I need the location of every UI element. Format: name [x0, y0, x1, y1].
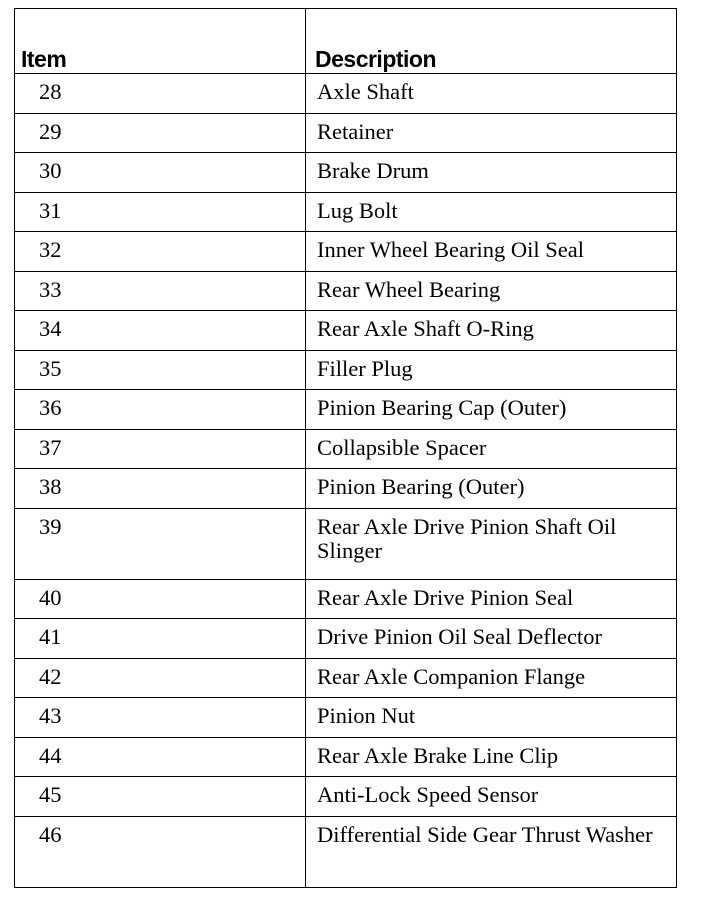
description-cell: Differential Side Gear Thrust Washer — [306, 816, 677, 887]
description-cell: Filler Plug — [306, 350, 677, 390]
description-cell: Rear Axle Drive Pinion Seal — [306, 579, 677, 619]
description-cell: Brake Drum — [306, 153, 677, 193]
item-number-cell: 39 — [15, 508, 306, 579]
description-cell: Pinion Bearing (Outer) — [306, 469, 677, 509]
item-number-cell: 37 — [15, 429, 306, 469]
item-number-cell: 31 — [15, 192, 306, 232]
parts-table — [14, 8, 677, 888]
table-row — [15, 777, 677, 817]
item-number-cell: 45 — [15, 777, 306, 817]
description-cell: Rear Axle Shaft O-Ring — [306, 311, 677, 351]
table-row — [15, 350, 677, 390]
item-number-cell: 41 — [15, 619, 306, 659]
description-cell: Axle Shaft — [306, 74, 677, 114]
item-number-cell: 32 — [15, 232, 306, 272]
table-row — [15, 508, 677, 579]
description-cell: Pinion Bearing Cap (Outer) — [306, 390, 677, 430]
item-column-header: Item — [15, 9, 306, 74]
description-column-header: Description — [306, 9, 677, 74]
description-cell: Retainer — [306, 113, 677, 153]
item-number-cell: 40 — [15, 579, 306, 619]
description-cell: Rear Axle Brake Line Clip — [306, 737, 677, 777]
description-cell: Rear Axle Companion Flange — [306, 658, 677, 698]
description-cell: Rear Wheel Bearing — [306, 271, 677, 311]
table-row — [15, 816, 677, 887]
table-row — [15, 737, 677, 777]
item-number-cell: 46 — [15, 816, 306, 887]
description-cell: Collapsible Spacer — [306, 429, 677, 469]
item-number-cell: 29 — [15, 113, 306, 153]
item-number-cell: 30 — [15, 153, 306, 193]
table-row — [15, 192, 677, 232]
item-number-cell: 35 — [15, 350, 306, 390]
table-row — [15, 113, 677, 153]
item-number-cell: 44 — [15, 737, 306, 777]
description-cell: Lug Bolt — [306, 192, 677, 232]
table-row — [15, 390, 677, 430]
table-row — [15, 698, 677, 738]
item-number-cell: 34 — [15, 311, 306, 351]
table-row — [15, 619, 677, 659]
item-number-cell: 36 — [15, 390, 306, 430]
table-row — [15, 579, 677, 619]
item-number-cell: 28 — [15, 74, 306, 114]
item-number-cell: 33 — [15, 271, 306, 311]
description-cell: Anti-Lock Speed Sensor — [306, 777, 677, 817]
table-row — [15, 658, 677, 698]
item-number-cell: 38 — [15, 469, 306, 509]
table-row — [15, 153, 677, 193]
table-row — [15, 271, 677, 311]
header-row — [15, 9, 677, 74]
table-row — [15, 232, 677, 272]
table-row — [15, 74, 677, 114]
item-number-cell: 43 — [15, 698, 306, 738]
table-row — [15, 429, 677, 469]
description-cell: Pinion Nut — [306, 698, 677, 738]
description-cell: Drive Pinion Oil Seal Deflector — [306, 619, 677, 659]
description-cell: Inner Wheel Bearing Oil Seal — [306, 232, 677, 272]
description-cell: Rear Axle Drive Pinion Shaft Oil Slinger — [306, 508, 677, 579]
table-row — [15, 311, 677, 351]
item-number-cell: 42 — [15, 658, 306, 698]
table-row — [15, 469, 677, 509]
